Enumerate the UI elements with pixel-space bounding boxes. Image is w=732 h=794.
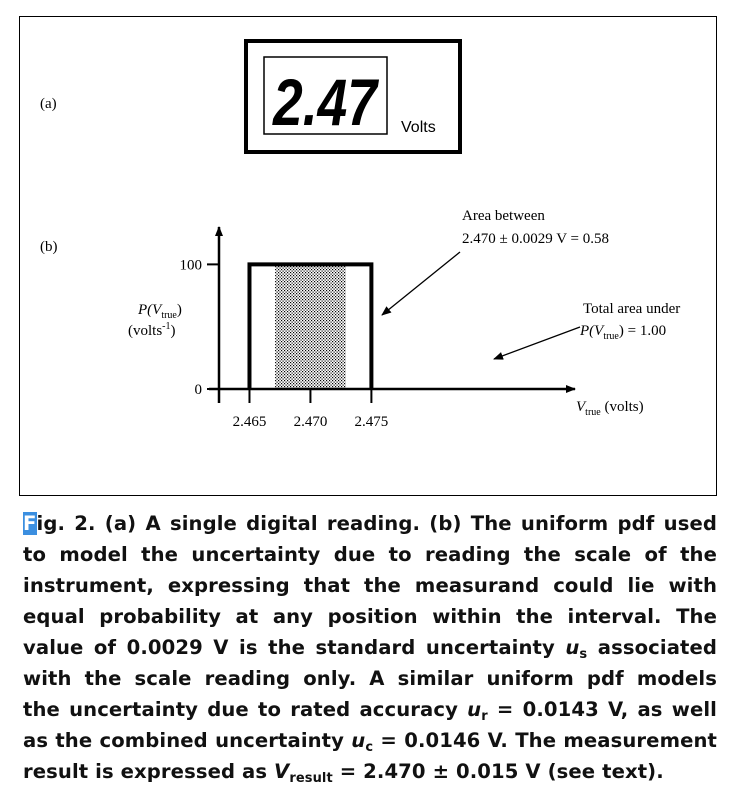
- caption-text-8a: as the combined uncertainty: [23, 729, 352, 752]
- caption-text-9a: result is expressed as: [23, 760, 275, 783]
- caption-line-9: [23, 756, 717, 787]
- caption-var-us: u: [565, 636, 580, 659]
- x-axis-label-sub: true: [585, 407, 601, 418]
- pdf-chart: [180, 227, 576, 430]
- caption-line-1: [23, 508, 717, 539]
- caption-var-uc: u: [351, 729, 366, 752]
- caption-text-7a: the uncertainty due to rated accuracy: [23, 698, 468, 721]
- total-annotation-p: P(V: [580, 323, 604, 339]
- caption-text-5b: associated: [587, 636, 717, 659]
- y-tick-label-0: 0: [194, 382, 202, 398]
- area-annotation-arrow: [382, 252, 460, 315]
- y-axis-unit-main: (volts: [128, 323, 163, 339]
- total-annotation-sub: true: [603, 331, 619, 342]
- total-annotation-arrow: [494, 327, 580, 359]
- x-axis-label: [576, 399, 644, 418]
- shaded-region: [275, 264, 346, 389]
- caption-var-ur: u: [467, 698, 482, 721]
- caption-text-1: ig. 2. (a) A single digital reading. (b) The uniform pdf used: [36, 512, 717, 535]
- panel-a-label: (a): [40, 96, 57, 112]
- x-tick-label-1: 2.470: [293, 414, 328, 430]
- figure-caption: [23, 508, 717, 787]
- y-axis-label-sub: true: [161, 310, 177, 321]
- y-axis-label: [137, 302, 182, 321]
- caption-text-7b: = 0.0143 V, as well: [487, 698, 717, 721]
- y-axis-unit-exp: -1: [162, 321, 171, 332]
- meter-unit-label: Volts: [401, 119, 436, 136]
- caption-sub-s: s: [579, 647, 588, 662]
- y-axis-unit-close: ): [170, 323, 176, 339]
- y-axis-label-close: ): [176, 302, 182, 318]
- x-axis-label-v: V: [576, 399, 586, 415]
- caption-line-4: equal probability at any position within the interval. The: [23, 605, 717, 628]
- x-axis-label-unit: (volts): [600, 399, 644, 415]
- caption-line-3: instrument, expressing that the measurand could lie with: [23, 574, 717, 597]
- y-axis-unit: [128, 321, 176, 339]
- panel-b-label: (b): [40, 239, 58, 255]
- caption-line-2: to model the uncertainty due to reading the scale of the: [23, 543, 717, 566]
- caption-var-vresult: V: [274, 760, 290, 783]
- caption-text-8b: = 0.0146 V. The measurement: [373, 729, 717, 752]
- total-annotation-suffix: ) = 1.00: [618, 323, 667, 339]
- caption-first-letter: F: [23, 512, 37, 535]
- meter-reading: 2.47: [271, 65, 380, 139]
- caption-line-8: [23, 725, 717, 756]
- caption-sub-c: c: [365, 740, 374, 755]
- figure-panel: [19, 16, 717, 496]
- caption-line-5: [23, 632, 717, 663]
- total-annotation-line2: [579, 323, 666, 342]
- caption-text-9b: = 2.470 ± 0.015 V (see text).: [332, 760, 664, 783]
- caption-sub-result: result: [289, 771, 333, 786]
- caption-sub-r: r: [481, 709, 488, 724]
- x-tick-label-2: 2.475: [354, 414, 389, 430]
- y-tick-label-1: 100: [179, 257, 202, 274]
- caption-line-7: [23, 694, 717, 725]
- total-annotation-line1: Total area under: [583, 301, 681, 317]
- area-annotation-line2: 2.470 ± 0.0029 V = 0.58: [462, 231, 609, 247]
- caption-line-6: with the scale reading only. A similar uniform pdf models: [23, 667, 717, 690]
- x-tick-label-0: 2.465: [232, 414, 267, 430]
- area-annotation-line1: Area between: [462, 208, 545, 224]
- y-axis-label-main: P(V: [138, 302, 162, 318]
- figure-svg: [20, 17, 718, 497]
- caption-text-5a: value of 0.0029 V is the standard uncertainty: [23, 636, 566, 659]
